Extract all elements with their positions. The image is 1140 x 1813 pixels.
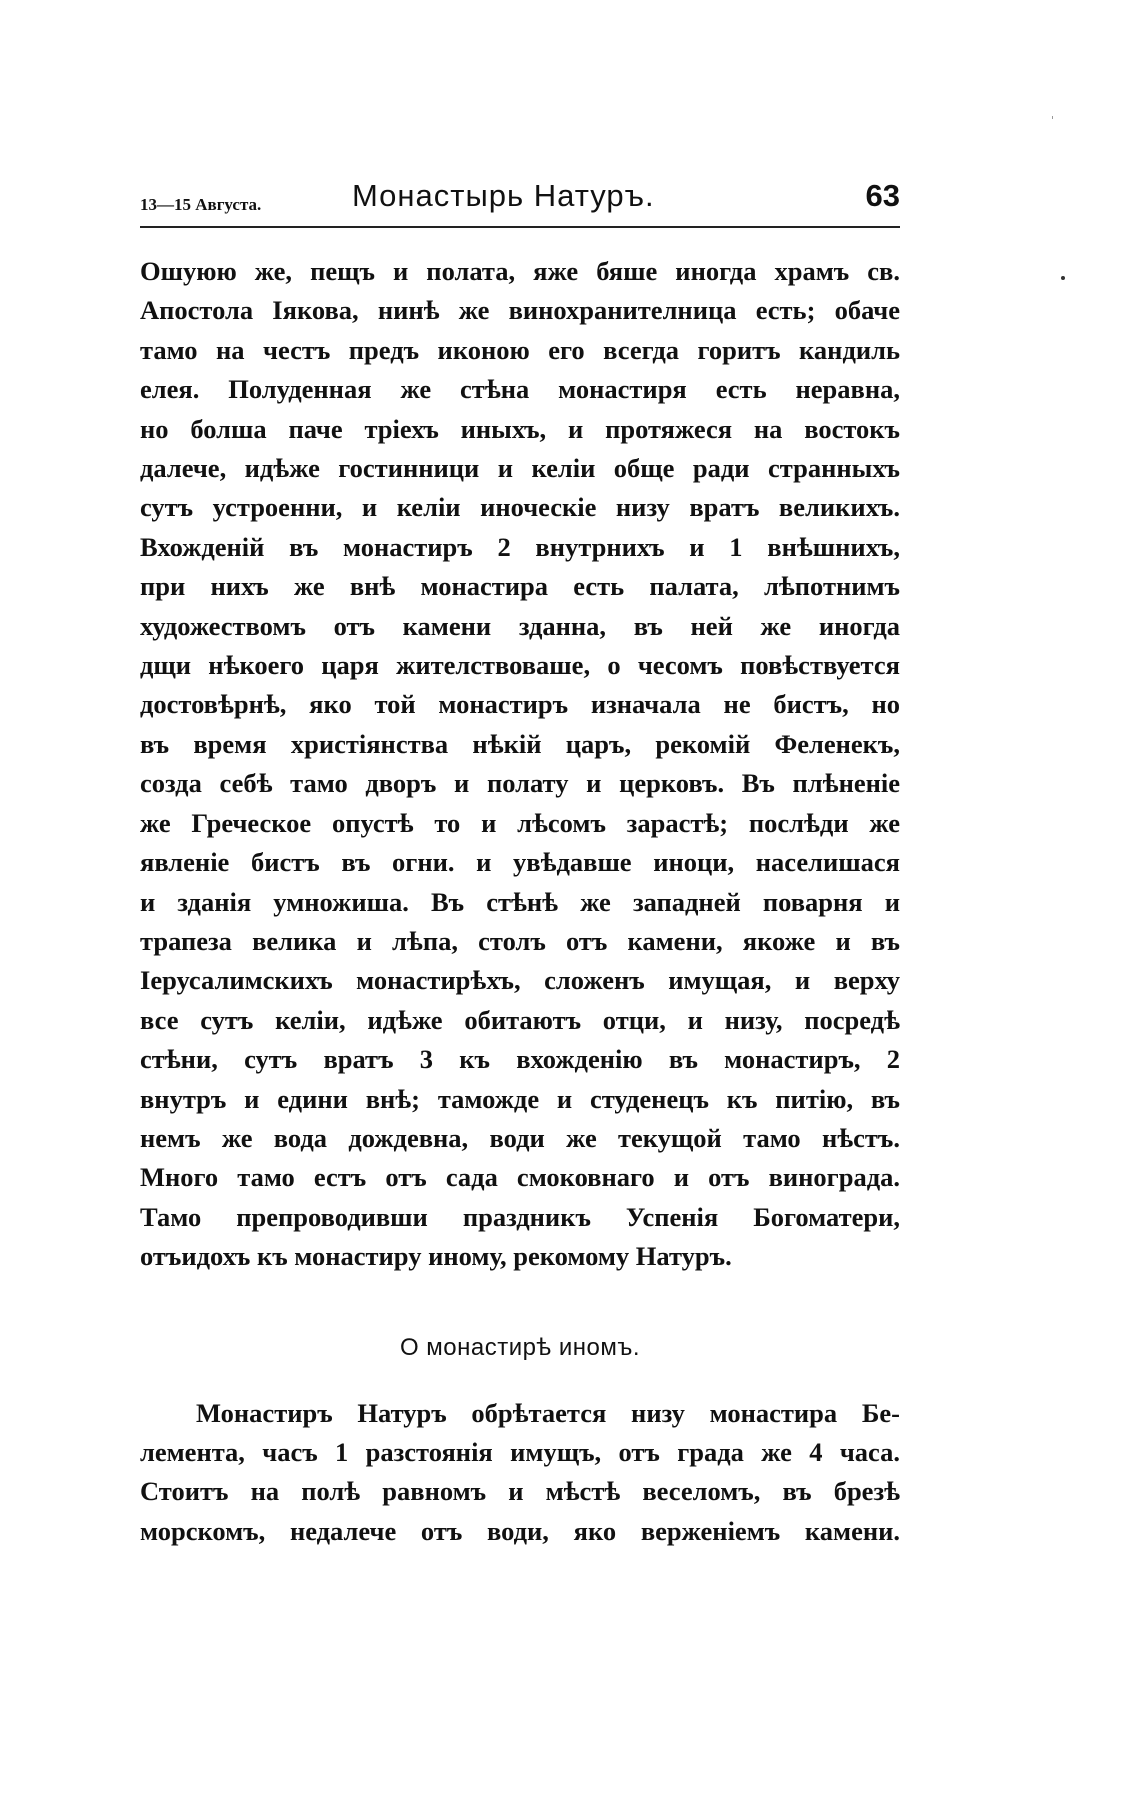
text-line: достовѣрнѣ, яко той монастиръ изначала не бистъ, но xyxy=(140,689,900,720)
text-line: Много тамо естъ отъ сада смоковнаго и отъ винограда. xyxy=(140,1162,900,1193)
text-line: стѣни, сутъ вратъ 3 къ вхожденію въ монастиръ, 2 xyxy=(140,1044,900,1075)
text-line: тамо на честъ предъ иконою его всегда горитъ кандиль xyxy=(140,334,900,365)
text-line: созда себѣ тамо дворъ и полату и церковъ. Въ плѣненіе xyxy=(140,768,900,799)
page-number: 63 xyxy=(865,178,900,213)
text-line: внутръ и едини внѣ; тамождe и студенецъ къ питію, въ xyxy=(140,1083,900,1114)
text-line: немъ же вода дождевна, води же текущой тамо нѣстъ. xyxy=(140,1122,900,1153)
text-line: все сутъ келіи, идѣже обитаютъ отци, и низу, посредѣ xyxy=(140,1004,900,1035)
text-line: Вхожденій въ монастиръ 2 внутрнихъ и 1 внѣшнихъ, xyxy=(140,531,900,562)
paragraph-2 xyxy=(140,1394,900,1552)
text-line: трапеза велика и лѣпа, столъ отъ камени, якоже и въ xyxy=(140,925,900,956)
text-line: Апостола Іякова, нинѣ же винохранителница есть; обаче xyxy=(140,295,900,326)
text-line: въ время христіянства нѣкій царъ, рекомій Феленекъ, xyxy=(140,728,900,759)
text-line: Монастиръ Натуръ обрѣтается низу монастира Бе- xyxy=(196,1397,900,1428)
text-line: морскомъ, недалече отъ води, яко верженіемъ камени. xyxy=(140,1515,900,1546)
text-line: Тамо препроводивши праздникъ Успенія Богоматери, xyxy=(140,1201,900,1232)
paper-speck xyxy=(1052,116,1053,119)
text-line: дщи нѣкоего царя жителствоваше, о чесомъ повѣствуется xyxy=(140,650,900,681)
text-line: далече, идѣже гостинници и келіи обще ради странныхъ xyxy=(140,453,900,484)
text-line: елея. Полуденная же стѣна монастиря есть неравна, xyxy=(140,374,900,405)
text-line: отъидохъ къ монастиру иному, рекомому Натуръ. xyxy=(140,1241,732,1272)
text-line: и зданія умножиша. Въ стѣнѣ же западней поварня и xyxy=(140,886,900,917)
text-line: явленіе бистъ въ огни. и увѣдавше иноци, населишася xyxy=(140,847,900,878)
text-line: Іерусалимскихъ монастирѣхъ, сложенъ имущая, и верху xyxy=(140,965,900,996)
text-line: при нихъ же внѣ монастира есть палата, лѣпотнимъ xyxy=(140,571,900,602)
section-heading: О монастирѣ иномъ. xyxy=(399,1333,641,1361)
text-line: же Греческое опустѣ то и лѣсомъ зарастѣ; послѣди же xyxy=(140,807,900,838)
text-line: Стоитъ на полѣ равномъ и мѣстѣ веселомъ, въ брезѣ xyxy=(140,1476,900,1507)
text-line: Ошуюю же, пещъ и полата, яже бяше иногда храмъ св. xyxy=(140,256,900,286)
paragraph-1 xyxy=(140,252,900,1277)
text-line: сутъ устроенни, и келіи иноческіе низу вратъ великихъ. xyxy=(140,492,900,523)
margin-ink-dot xyxy=(1061,276,1065,280)
text-line: но болша паче тріехъ иныхъ, и протяжеся на востокъ xyxy=(140,413,900,444)
book-page xyxy=(140,178,900,1551)
running-head-date: 13—15 Августа. xyxy=(140,195,262,214)
text-line: художествомъ отъ камени зданна, въ ней же иногда xyxy=(140,610,900,641)
running-head xyxy=(140,178,900,228)
text-line: лемента, часъ 1 разстоянія имущъ, отъ града же 4 часа. xyxy=(140,1436,900,1467)
running-head-title: Монастырь Натуръ. xyxy=(352,178,655,213)
